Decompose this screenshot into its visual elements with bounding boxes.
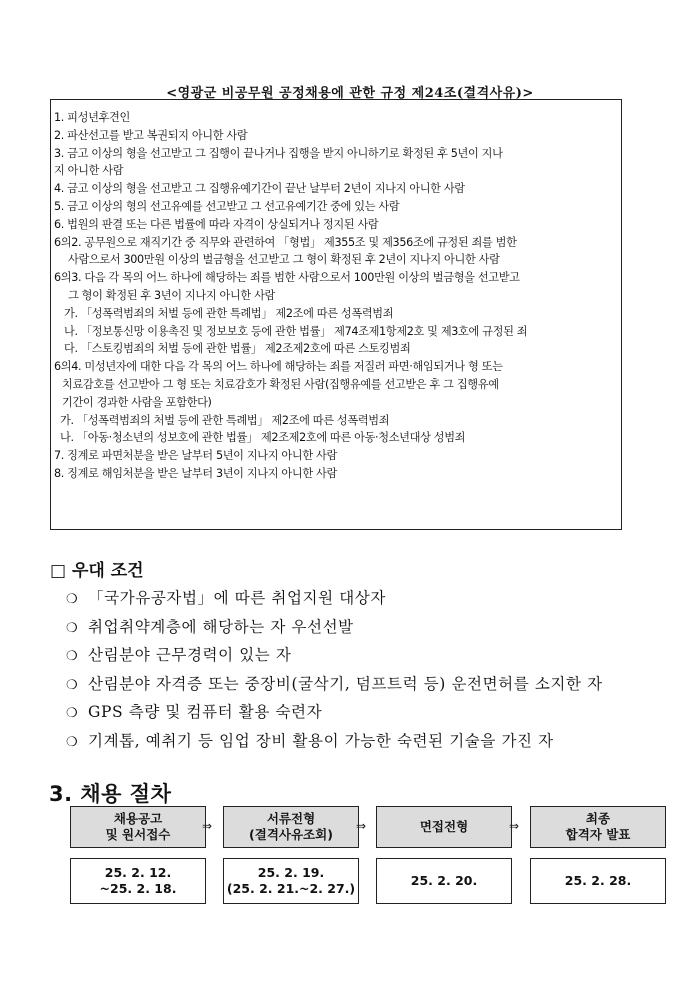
preference-text: 취업취약계층에 해당하는 자 우선선발: [88, 617, 354, 636]
date-label: 25. 2. 28.: [564, 873, 632, 888]
rule-line: 그 형이 확정된 후 3년이 지나지 아니한 사람: [68, 288, 275, 302]
step-label: (결격사유조회): [249, 827, 333, 842]
list-item: [66, 641, 603, 670]
date-interview: [376, 858, 512, 904]
list-item: [66, 670, 603, 699]
preference-heading: □ 우대 조건: [50, 561, 144, 581]
step-label: 합격자 발표: [565, 827, 631, 842]
rule-line: 6의2. 공무원으로 재직기간 중 직무와 관련하여 「형법」 제355조 및 제356조에 규정된 죄를 범한: [54, 235, 517, 249]
circle-bullet-icon: ❍: [66, 649, 79, 665]
step-label: 채용공고: [113, 811, 163, 826]
date-label: 25. 2. 12.: [104, 865, 172, 880]
date-document-screening: [223, 858, 359, 904]
step-document-screening: [223, 806, 359, 848]
date-label: ~25. 2. 18.: [99, 881, 177, 896]
preference-text: 산림분야 자격증 또는 중장비(굴삭기, 덤프트럭 등) 운전면허를 소지한 자: [88, 674, 603, 693]
list-item: [66, 584, 603, 613]
rule-line: 지 아니한 사람: [54, 164, 124, 178]
date-label: (25. 2. 21.~2. 27.): [226, 881, 356, 896]
date-label: 25. 2. 19.: [257, 865, 325, 880]
rule-line: 다. 「스토킹범죄의 처벌 등에 관한 법률」 제2조제2호에 따른 스토킹범죄: [64, 342, 411, 356]
step-label: 및 원서접수: [105, 827, 171, 842]
arrow-right-icon: ⇒: [355, 819, 367, 833]
preference-text: 산림분야 근무경력이 있는 자: [88, 646, 292, 665]
rule-line: 가. 「성폭력범죄의 처벌 등에 관한 특례법」 제2조에 따른 성폭력범죄: [64, 306, 394, 320]
step-label: 서류전형: [266, 811, 316, 826]
circle-bullet-icon: ❍: [66, 592, 79, 607]
circle-bullet-icon: ❍: [66, 677, 79, 693]
rule-line: 1. 피성년후견인: [54, 111, 130, 124]
rule-line: 6. 법원의 판결 또는 다른 법률에 따라 자격이 상실되거나 정지된 사람: [54, 217, 379, 231]
rule-line: 2. 파산선고를 받고 복권되지 아니한 사람: [54, 128, 248, 142]
preference-text: 「국가유공자법」에 따른 취업지원 대상자: [88, 589, 386, 607]
disqualification-title: <영광군 비공무원 공정채용에 관한 규정 제24조(결격사유)>: [166, 86, 534, 101]
rule-line: 3. 금고 이상의 형을 선고받고 그 집행이 끝나거나 집행을 받지 아니하기로 확정된 후 5년이 지나: [54, 146, 503, 160]
step-interview: [376, 806, 512, 848]
step-final-announcement: [530, 806, 666, 848]
rule-line: 사람으로서 300만원 이상의 벌금형을 선고받고 그 형이 확정된 후 2년이 지나지 아니한 사람: [68, 253, 500, 267]
rule-line: 나. 「아동·청소년의 성보호에 관한 법률」 제2조제2호에 따른 아동·청소년대상 성범죄: [60, 431, 466, 445]
arrow-right-icon: ⇒: [508, 819, 520, 833]
circle-bullet-icon: ❍: [66, 706, 79, 722]
rule-line: 나. 「정보통신망 이용촉진 및 정보보호 등에 관한 법률」 제74조제1항제2호 및 제3호에 규정된 죄: [64, 324, 528, 338]
date-application: [70, 858, 206, 904]
rule-line: 5. 금고 이상의 형의 선고유예를 선고받고 그 선고유예기간 중에 있는 사람: [54, 199, 400, 213]
list-item: [66, 698, 603, 727]
step-application: [70, 806, 206, 848]
preference-text: 기계톱, 예취기 등 임업 장비 활용이 가능한 숙련된 기술을 가진 자: [88, 731, 554, 750]
step-label: 면접전형: [419, 819, 469, 834]
list-item: [66, 613, 603, 642]
date-label: 25. 2. 20.: [410, 873, 478, 888]
disqualification-box: [50, 99, 622, 530]
arrow-right-icon: ⇒: [201, 819, 213, 833]
rule-line: 6의4. 미성년자에 대한 다음 각 목의 어느 하나에 해당하는 죄를 저질러 파면·해임되거나 형 또는: [54, 360, 503, 374]
preference-text: GPS 측량 및 컴퓨터 활용 숙련자: [88, 703, 323, 722]
procedure-heading: 3. 채용 절차: [49, 782, 172, 806]
rule-line: 기간이 경과한 사람을 포함한다): [62, 395, 212, 409]
rule-line: 치료감호를 선고받아 그 형 또는 치료감호가 확정된 사람(집행유예를 선고받은 후 그 집행유예: [62, 377, 499, 391]
rule-line: 가. 「성폭력범죄의 처벌 등에 관한 특례법」 제2조에 따른 성폭력범죄: [60, 413, 390, 427]
preference-list: [66, 584, 603, 756]
rule-line: 4. 금고 이상의 형을 선고받고 그 집행유예기간이 끝난 날부터 2년이 지나지 아니한 사람: [54, 182, 465, 196]
list-item: [66, 727, 603, 756]
rule-line: 6의3. 다음 각 목의 어느 하나에 해당하는 죄를 범한 사람으로서 100만원 이상의 벌금형을 선고받고: [54, 271, 520, 285]
circle-bullet-icon: ❍: [66, 620, 79, 636]
rule-line: 8. 징계로 해임처분을 받은 날부터 3년이 지나지 아니한 사람: [54, 466, 337, 480]
circle-bullet-icon: ❍: [66, 734, 79, 750]
step-label: 최종: [585, 811, 611, 826]
date-final-announcement: [530, 858, 666, 904]
rule-line: 7. 징계로 파면처분을 받은 날부터 5년이 지나지 아니한 사람: [54, 449, 337, 463]
